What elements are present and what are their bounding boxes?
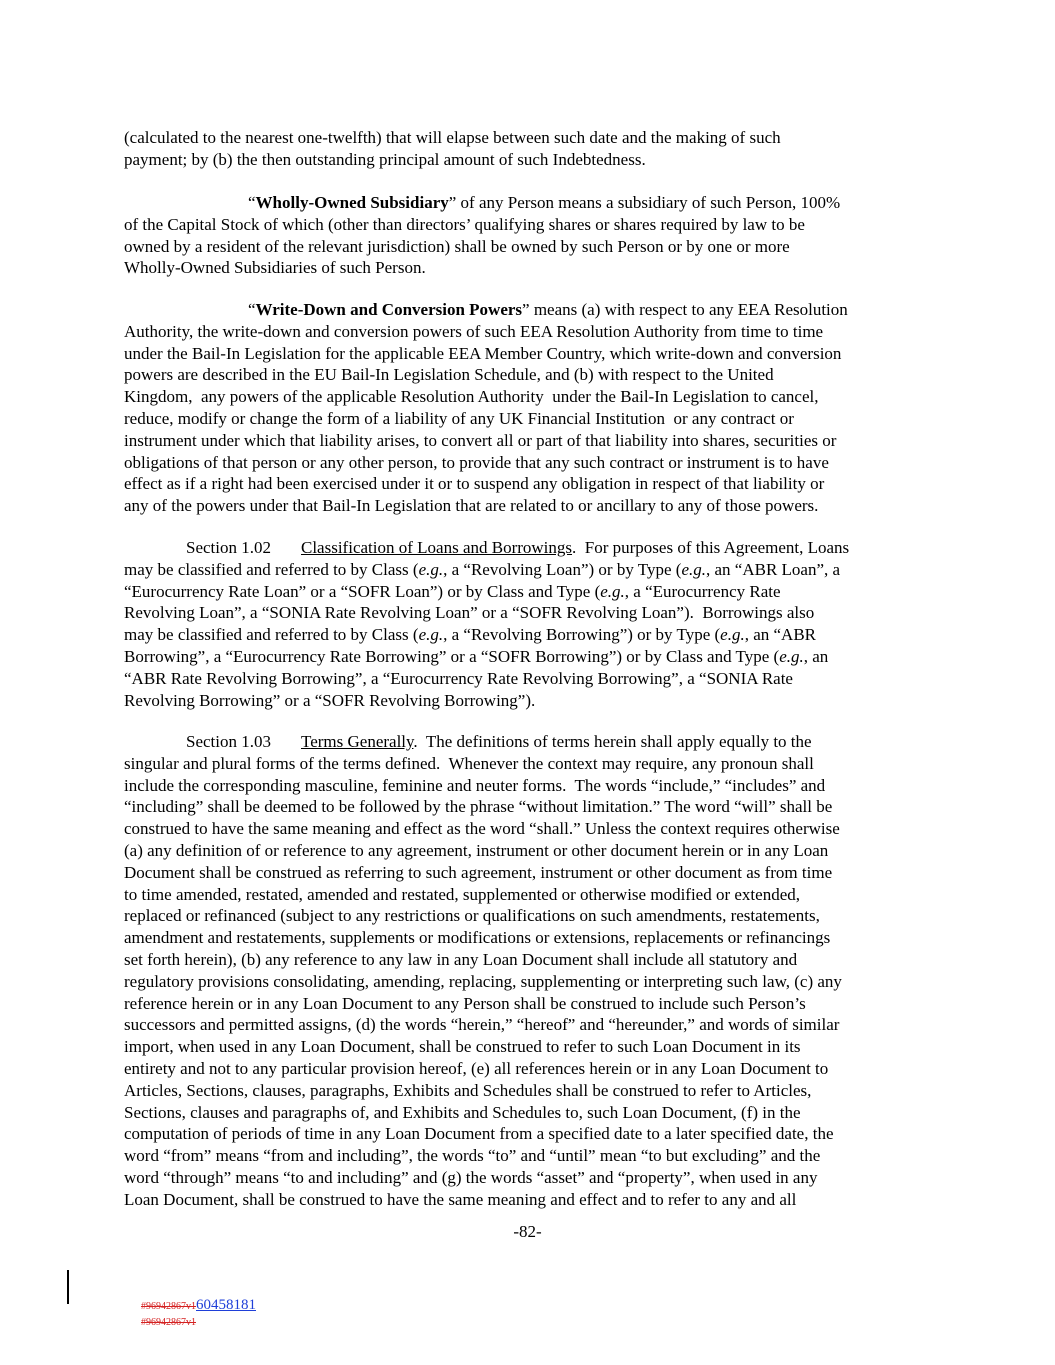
revision-change-bar bbox=[67, 1270, 69, 1304]
text-run: construed to have the same meaning and effect as the word “shall.” Unless the context requires otherwise bbox=[124, 819, 840, 839]
text-run: e.g. bbox=[681, 559, 706, 579]
body-text-line bbox=[186, 537, 849, 559]
body-text-line bbox=[124, 624, 816, 646]
text-run: e.g. bbox=[779, 647, 804, 666]
body-text-line bbox=[124, 927, 830, 949]
text-run: Loan Document, shall be construed to have the same meaning and effect and to refer to any and all bbox=[124, 1189, 797, 1209]
text-run: , an “ABR bbox=[744, 625, 816, 645]
body-text-line bbox=[124, 862, 832, 884]
body-text-line bbox=[248, 192, 840, 214]
body-text-line bbox=[124, 1014, 839, 1036]
text-run: regulatory provisions consolidating, amending, replacing, supplementing or interpreting such law, (c) any bbox=[124, 971, 842, 991]
body-text-line bbox=[124, 1036, 801, 1058]
text-run: e.g. bbox=[600, 581, 625, 601]
text-run: powers are described in the EU Bail-In Legislation Schedule, and (b) with respect to the United bbox=[124, 365, 774, 385]
text-run: import, when used in any Loan Document, shall be construed to refer to such Loan Document in its bbox=[124, 1037, 801, 1057]
text-run: (a) any definition of or reference to any agreement, instrument or other document herein or in any Loan bbox=[124, 841, 829, 860]
text-run: Classification of Loans and Borrowings bbox=[301, 538, 573, 557]
body-text-line bbox=[124, 430, 836, 452]
body-text-line bbox=[124, 321, 823, 343]
text-run: Section 1.02 bbox=[186, 538, 271, 557]
text-run: effect as if a right had been exercised under it or to suspend any obligation in respect of that liability or bbox=[124, 474, 825, 494]
body-text-line bbox=[124, 495, 818, 517]
body-text-line bbox=[124, 690, 535, 712]
footer-deleted-doc-id: #96942867v1 bbox=[141, 1300, 196, 1312]
text-run: may be classified and referred to by Class ( bbox=[124, 625, 419, 645]
text-run: amendment and restatements, supplements or modifications or extensions, replacements or refinancings bbox=[124, 928, 831, 948]
body-text-line bbox=[124, 149, 646, 171]
body-text-line bbox=[124, 1102, 801, 1124]
footer-inserted-doc-id: 60458181 bbox=[196, 1296, 256, 1313]
text-run: , an “ABR Loan”, a bbox=[705, 559, 841, 579]
text-run: “Eurocurrency Rate Loan” or a “SOFR Loan”) or by Class and Type ( bbox=[124, 581, 601, 601]
text-run: Kingdom, any powers of the applicable Resolution Authority under the Bail-In Legislation to cancel, bbox=[124, 387, 819, 407]
text-run: reduce, modify or change the form of a liability of any UK Financial Institution or any contract or bbox=[124, 409, 794, 428]
text-run: include the corresponding masculine, feminine and neuter forms. The words “include,” “includes” and bbox=[124, 775, 826, 795]
body-text-line bbox=[124, 884, 800, 906]
text-run: . The definitions of terms herein shall apply equally to the bbox=[413, 732, 812, 751]
text-run: Wholly-Owned Subsidiaries of such Person. bbox=[124, 258, 426, 278]
text-run: Revolving Borrowing” or a “SOFR Revolving Borrowing”). bbox=[124, 690, 536, 710]
text-run: singular and plural forms of the terms defined. Whenever the context may require, any pronoun shall bbox=[124, 753, 814, 773]
text-run: payment; by (b) the then outstanding principal amount of such Indebtedness. bbox=[124, 149, 646, 169]
text-run: owned by a resident of the relevant jurisdiction) shall be owned by such Person or by one or more bbox=[124, 236, 790, 256]
text-run: reference herein or in any Loan Document to any Person shall be construed to include such Person’s bbox=[124, 993, 806, 1013]
body-text-line bbox=[124, 753, 814, 775]
body-text-line bbox=[124, 364, 774, 386]
text-run: , an bbox=[803, 647, 829, 666]
body-text-line bbox=[124, 581, 781, 603]
text-run: Borrowing”, a “Eurocurrency Rate Borrowing” or a “SOFR Borrowing”) or by Class and Type ( bbox=[124, 647, 780, 666]
text-run: Revolving Loan”, a “SONIA Rate Revolving Loan” or a “SOFR Revolving Loan”). Borrowings also bbox=[124, 603, 815, 623]
text-run: , a “Revolving Borrowing”) or by Type ( bbox=[443, 625, 721, 645]
text-run: Wholly-Owned Subsidiary bbox=[255, 193, 449, 212]
body-text-line bbox=[124, 949, 797, 971]
body-text-line bbox=[124, 971, 842, 993]
text-run: replaced or refinanced (subject to any restrictions or qualifications on such amendments, restatements, bbox=[124, 906, 820, 926]
text-run: word “from” means “from and including”, the words “to” and “until” mean “to but excluding” and the bbox=[124, 1146, 821, 1166]
body-text-line bbox=[124, 473, 824, 495]
text-run: Terms Generally bbox=[301, 732, 414, 751]
body-text-line bbox=[248, 299, 848, 321]
body-text-line bbox=[124, 408, 794, 430]
text-run: successors and permitted assigns, (d) the words “herein,” “hereof” and “hereunder,” and words of similar bbox=[124, 1015, 840, 1035]
text-run: “including” shall be deemed to be followed by the phrase “without limitation.” The word “will” shall be bbox=[124, 797, 833, 817]
text-run: e.g. bbox=[720, 625, 745, 645]
text-run: (calculated to the nearest one-twelfth) that will elapse between such date and the making of such bbox=[124, 128, 781, 147]
text-run: “ABR Rate Revolving Borrowing”, a “Eurocurrency Rate Revolving Borrowing”, a “SONIA Rate bbox=[124, 668, 793, 688]
body-text-line bbox=[124, 668, 793, 690]
body-text-line bbox=[124, 1123, 834, 1145]
text-run: Section 1.03 bbox=[186, 732, 271, 751]
text-run: ” means (a) with respect to any EEA Resolution bbox=[522, 300, 848, 319]
body-text-line bbox=[124, 214, 805, 236]
body-text-line bbox=[124, 386, 818, 408]
text-run: set forth herein), (b) any reference to any law in any Loan Document shall include all statutory and bbox=[124, 950, 798, 969]
footer-deleted-doc-id-2: #96942867v1 bbox=[141, 1316, 196, 1328]
text-run: . For purposes of this Agreement, Loans bbox=[572, 538, 850, 557]
text-run: ” of any Person means a subsidiary of such Person, 100% bbox=[448, 193, 841, 212]
body-text-line bbox=[124, 840, 828, 862]
page-number: -82- bbox=[513, 1222, 542, 1241]
body-text-line bbox=[124, 1080, 811, 1102]
text-run: Write-Down and Conversion Powers bbox=[255, 300, 523, 319]
body-text-line bbox=[124, 993, 806, 1015]
text-run: word “through” means “to and including” and (g) the words “asset” and “property”, when used in any bbox=[124, 1168, 818, 1187]
body-text-line bbox=[124, 452, 829, 474]
text-run: Document shall be construed as referring to such agreement, instrument or other document as from time bbox=[124, 862, 833, 882]
body-text-line bbox=[124, 818, 840, 840]
body-text-line bbox=[186, 731, 812, 753]
body-text-line bbox=[124, 646, 828, 668]
text-run: entirety and not to any particular provision hereof, (e) all references herein or in any Loan Document to bbox=[124, 1059, 829, 1078]
body-text-line bbox=[124, 559, 840, 581]
text-run: under the Bail-In Legislation for the applicable EEA Member Country, which write-down and conversion bbox=[124, 343, 842, 363]
body-text-line bbox=[124, 1189, 796, 1211]
body-text-line bbox=[124, 343, 841, 365]
footer-doc-id-line-2 bbox=[124, 1287, 196, 1355]
text-run: , a “Revolving Loan”) or by Type ( bbox=[443, 559, 682, 579]
text-run: instrument under which that liability arises, to convert all or part of that liability into shares, securities or bbox=[124, 430, 837, 450]
body-text-line bbox=[124, 1167, 817, 1189]
body-text-line bbox=[124, 1145, 820, 1167]
text-run: computation of periods of time in any Loan Document from a specified date to a later specified date, the bbox=[124, 1124, 834, 1144]
text-run: e.g. bbox=[418, 559, 444, 579]
text-run: , a “Eurocurrency Rate bbox=[624, 581, 781, 601]
body-text-line bbox=[124, 257, 426, 279]
text-run: Authority, the write-down and conversion powers of such EEA Resolution Authority from time to time bbox=[124, 321, 824, 341]
text-run: Articles, Sections, clauses, paragraphs, Exhibits and Schedules shall be construed to refer to Articles, bbox=[124, 1080, 812, 1100]
text-run: may be classified and referred to by Class ( bbox=[124, 559, 419, 579]
text-run: any of the powers under that Bail-In Legislation that are related to or ancillary to any of those powers. bbox=[124, 496, 819, 516]
body-text-line bbox=[124, 796, 832, 818]
text-run: Sections, clauses and paragraphs of, and Exhibits and Schedules to, such Loan Document, (f) in the bbox=[124, 1102, 801, 1122]
text-run: obligations of that person or any other person, to provide that any such contract or instrument is to have bbox=[124, 452, 829, 472]
body-text-line bbox=[124, 236, 790, 258]
text-run: of the Capital Stock of which (other than directors’ qualifying shares or shares required by law to be bbox=[124, 214, 805, 234]
text-run: “ bbox=[248, 300, 256, 319]
body-text-line bbox=[124, 127, 781, 149]
text-run: e.g. bbox=[418, 625, 444, 645]
body-text-line bbox=[124, 602, 814, 624]
body-text-line bbox=[124, 905, 820, 927]
body-text-line bbox=[124, 775, 825, 797]
text-run: to time amended, restated, amended and restated, supplemented or otherwise modified or extended, bbox=[124, 884, 800, 904]
body-text-line bbox=[124, 1058, 828, 1080]
text-run: “ bbox=[248, 193, 256, 212]
